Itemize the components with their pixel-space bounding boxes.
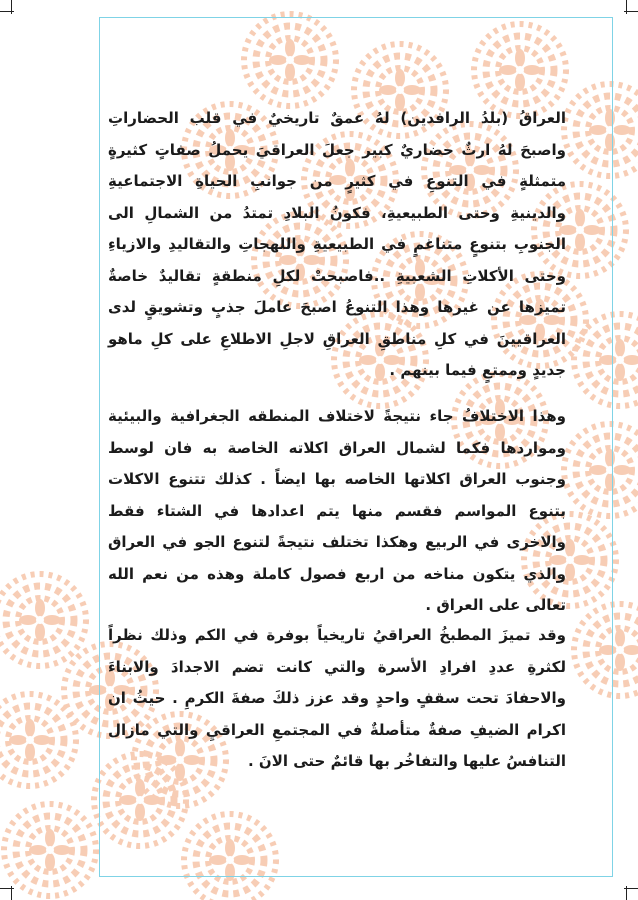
crop-mark-bottom-left (0, 888, 14, 889)
crop-mark-top-left (0, 11, 14, 12)
paragraph-1: العراقُ (بلدُ الرافدين) لهُ عمقٌ تاريخيٌ في قلب الحضاراتِ واصبحَ لهُ ارثٌ حضاريٌ كبير جعلَ العراقيَ يحملُ صفاتٍ كثيرةٍ متمثلةٍ في التنوعِ في كثيرٍ من جوانبِ الحياةِ الاجتماعيةِ والدينيةِ وحتى الطبيعيةِ، فكونُ البلادِ تمتدُ من الشمالِ الى الجنوبِ بتنوعٍ متناغمٍ في الطبيعيةِ واللهجاتِ والتقاليدِ والازياءِ وحتى الأكلاتِ الشعبيةِ ..فاصبحتْ لكلِ منطقةٍ تقاليدٌ خاصةٌ تميزها عن غيرها وهذا التنوعُ اصبحَ عاملَ جذبٍ وتشويقٍ لدى العراقيينَ في كلِ مناطقِ العراقِ لاجلِ الاطلاعِ على كلِ ماهو جديدٍ وممتعٍ فيما بينهم . (108, 109, 566, 379)
paragraph-2: وهذا الاختلافُ جاء نتيجةً لاختلاف المنطقه الجغرافية والبيئية ومواردها فكما لشمال العراق اكلاته الخاصة به فان لوسط وجنوب العراق اكلاتها الخاصه بها ايضاً . كذلك تتنوع الاكلات بتنوع المواسم فقسم منها يتم اعدادها في الشتاء فقط والاخرى في الربيع وهكذا تختلف نتيجةً لتنوع الجو في العراق والذي يتكون مناخه من اربع فصول كاملة وهذه من نعم الله تعالى على العراق . (108, 407, 566, 614)
paragraph-3: وقد تميزَ المطبخُ العراقيُ تاريخياً بوفرة في الكم وذلك نظراً لكثرةِ عددِ افرادِ الأسرة والتي كانت تضم الاجدادَ والابناءَ والاحفادَ تحت سقفٍ واحدٍ وقد عزز ذلكَ صفةَ الكرمِ . حيثُ ان اكرام الضيفِ صفةٌ متأصلةٌ في المجتمعِ العراقيِ والتي مازال التنافسُ عليها والتفاخُر بها قائمٌ حتى الانَ . (108, 626, 566, 770)
crop-mark-top-right (624, 11, 638, 12)
crop-mark-bottom-right (624, 888, 638, 889)
